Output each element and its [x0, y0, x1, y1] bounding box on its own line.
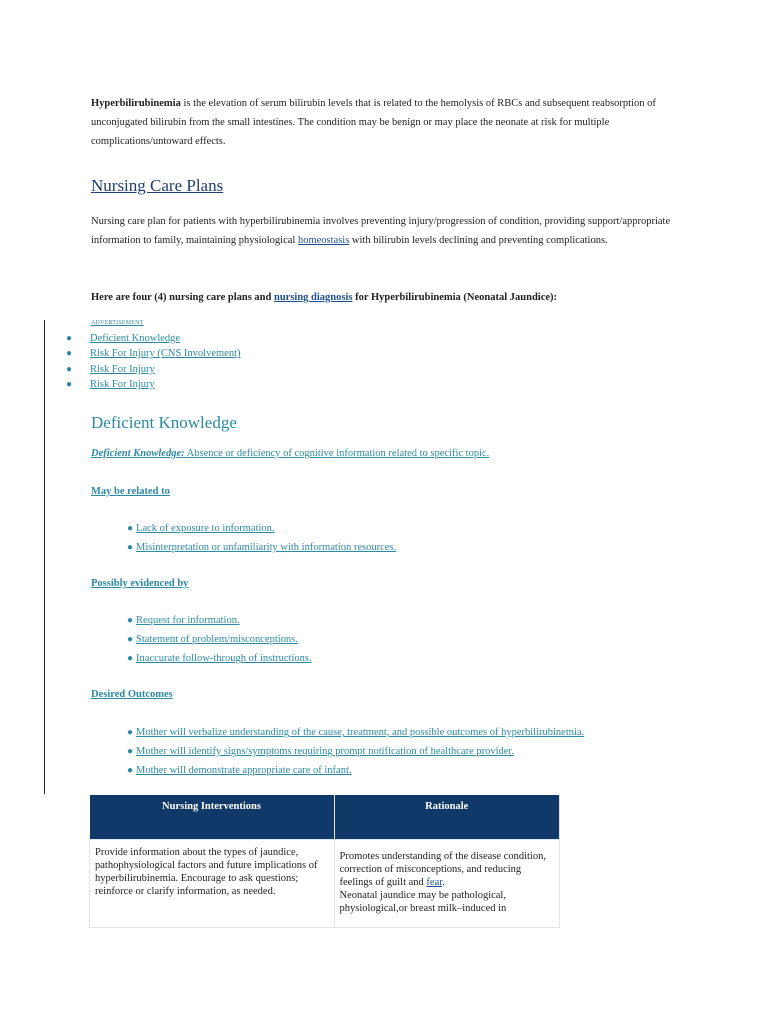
deficient-knowledge-definition: [91, 446, 489, 462]
toc-item-label[interactable]: Risk For Injury (CNS Involvement): [90, 348, 241, 360]
bullet-icon: ●: [127, 523, 134, 534]
bullet-icon: ●: [66, 378, 73, 390]
desired-outcomes-label: Desired Outcomes: [91, 689, 173, 700]
bullet-icon: ●: [66, 348, 73, 360]
rationale-text: Promotes understanding of the disease condition, correction of misconceptions, and reducing feelings of guilt and: [339, 851, 546, 888]
toc-item-label[interactable]: Risk For Injury: [90, 378, 155, 390]
toc-item[interactable]: [66, 362, 241, 377]
nursing-diagnosis-link[interactable]: nursing diagnosis: [273, 292, 353, 303]
intro-term: Hyperbilirubinemia: [91, 98, 181, 109]
definition-text: Absence or deficiency of cognitive information related to specific topic.: [184, 448, 490, 459]
table-row: [90, 840, 560, 928]
list-item: [127, 742, 584, 761]
bullet-icon: ●: [127, 653, 134, 664]
rationale-cell: [334, 840, 560, 928]
bullet-icon: ●: [127, 746, 134, 757]
list-item: [127, 519, 396, 538]
description-paragraph: [91, 212, 681, 250]
intervention-cell: Provide information about the types of jaundice, pathophysiological factors and future implications of hyperbilirubinemia. Encourage to ask questions; reinforce or clarify information, as needed.: [90, 840, 335, 928]
toc-item-label[interactable]: Deficient Knowledge: [90, 333, 181, 344]
table-header-row: [90, 795, 560, 840]
bullet-icon: ●: [127, 727, 134, 738]
bullet-icon: ●: [127, 634, 134, 645]
table-of-contents: [66, 331, 241, 392]
list-item-text: Mother will identify signs/symptoms requiring prompt notification of healthcare provider.: [136, 746, 514, 757]
content-left-rule: [44, 320, 45, 794]
list-item: [127, 761, 584, 780]
rationale-text-2: Neonatal jaundice may be pathological, physiological,or breast milk–induced in: [339, 890, 507, 914]
list-item-text: Misinterpretation or unfamiliarity with information resources.: [136, 542, 397, 553]
list-item: [127, 630, 312, 649]
toc-item-label[interactable]: Risk For Injury: [90, 363, 155, 375]
bullet-icon: ●: [127, 615, 134, 626]
bullet-icon: ●: [127, 765, 134, 776]
care-plans-intro-start: Here are four (4) nursing care plans and: [91, 292, 274, 303]
fear-link[interactable]: fear: [426, 877, 443, 888]
definition-term: Deficient Knowledge:: [91, 448, 185, 459]
list-item-text: Lack of exposure to information.: [136, 523, 275, 534]
description-text-start: Nursing care plan for patients with hyperbilirubinemia involves preventing injury/progression of condition, providing support/appropriate information to family, maintaining physiological: [91, 216, 671, 246]
list-item: [127, 723, 584, 742]
intro-text: is the elevation of serum bilirubin levels that is related to the hemolysis of RBCs and subsequent reabsorption of unconjugated bilirubin from the small intestines. The condition may be benign or may place the neonate at risk for multiple complications/untoward effects.: [91, 98, 656, 147]
rationale-punctuation: .: [442, 877, 445, 888]
toc-item[interactable]: [66, 377, 241, 392]
description-text-end: with bilirubin levels declining and preventing complications.: [349, 235, 608, 246]
intro-paragraph: [91, 94, 681, 151]
deficient-knowledge-heading: Deficient Knowledge: [91, 413, 237, 432]
may-be-related-to-label: May be related to: [91, 486, 170, 497]
list-item-text: Mother will demonstrate appropriate care of infant.: [136, 765, 352, 776]
care-plans-intro-line: [91, 288, 681, 307]
column-header-rationale: Rationale: [334, 795, 560, 840]
toc-item[interactable]: [66, 346, 241, 361]
evidence-list: [127, 611, 312, 668]
related-factors-list: [127, 519, 396, 557]
column-header-interventions: Nursing Interventions: [90, 795, 335, 840]
list-item-text: Mother will verbalize understanding of the cause, treatment, and possible outcomes of hyperbilirubinemia.: [136, 727, 585, 738]
list-item: [127, 538, 396, 557]
list-item-text: Inaccurate follow-through of instructions.: [136, 653, 312, 664]
homeostasis-link[interactable]: homeostasis: [297, 235, 350, 246]
bullet-icon: ●: [66, 333, 73, 344]
advertisement-label[interactable]: ADVERTISEMENT: [91, 320, 144, 326]
nursing-care-plans-heading[interactable]: Nursing Care Plans: [91, 176, 224, 195]
bullet-icon: ●: [127, 542, 134, 553]
care-plans-intro-end: for Hyperbilirubinemia (Neonatal Jaundice):: [352, 292, 558, 303]
list-item-text: Request for information.: [136, 615, 240, 626]
list-item: [127, 611, 312, 630]
possibly-evidenced-by-label: Possibly evidenced by: [91, 578, 189, 589]
bullet-icon: ●: [66, 363, 73, 375]
list-item: [127, 649, 312, 668]
toc-item[interactable]: [66, 331, 241, 346]
nursing-interventions-table: [89, 795, 560, 928]
outcomes-list: [127, 723, 584, 780]
list-item-text: Statement of problem/misconceptions.: [136, 634, 298, 645]
